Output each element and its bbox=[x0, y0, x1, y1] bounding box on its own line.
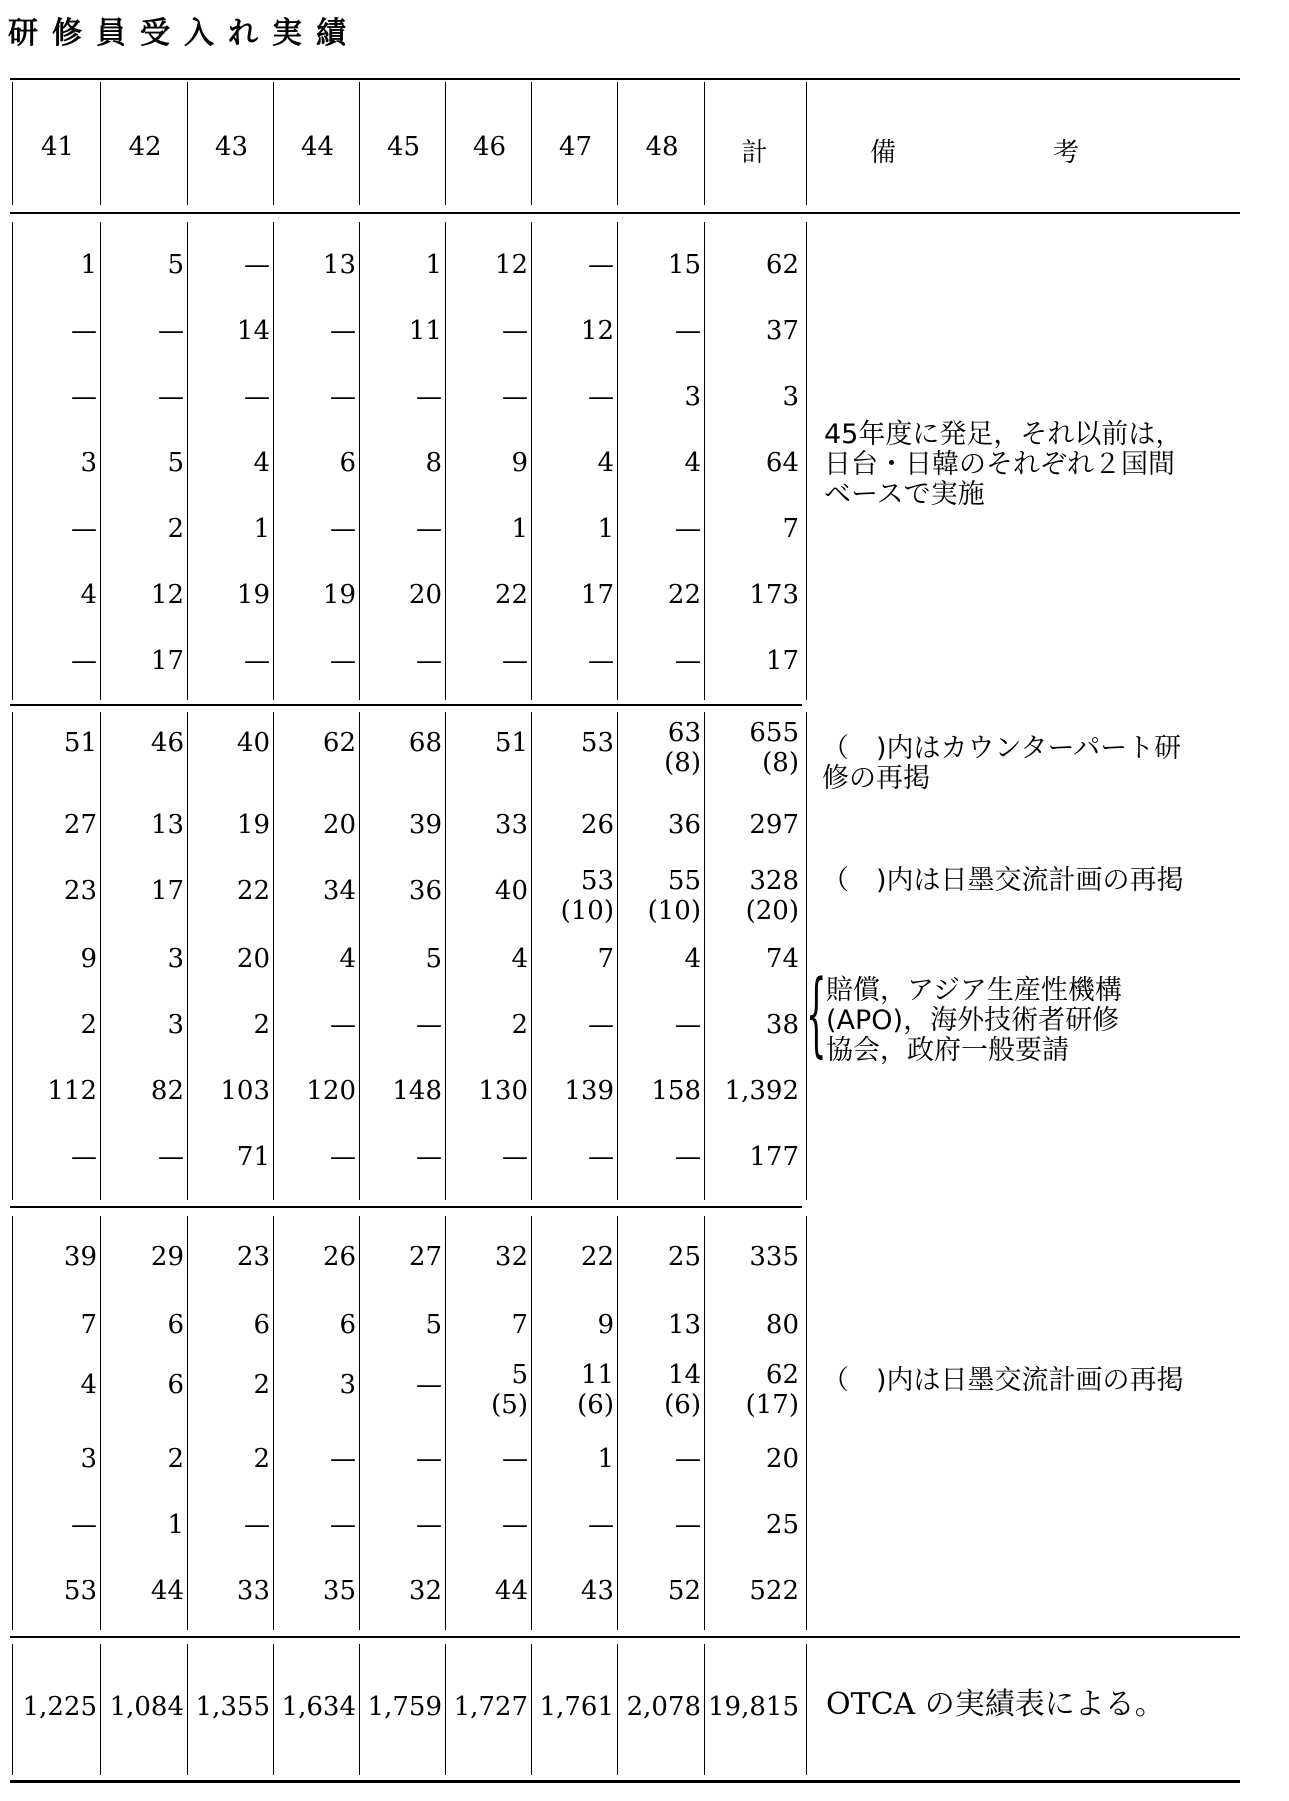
table-cell: 35 bbox=[322, 1576, 356, 1606]
table-cell: 22 bbox=[667, 580, 701, 610]
table-cell: 2 bbox=[80, 1010, 97, 1040]
table-cell: 27 bbox=[408, 1242, 442, 1272]
column-divider bbox=[806, 1216, 807, 1630]
column-divider bbox=[806, 712, 807, 1200]
table-cell: — bbox=[502, 1142, 528, 1172]
table-cell: 14 bbox=[236, 316, 270, 346]
table-cell: 22 bbox=[236, 876, 270, 906]
table-cell: 71 bbox=[236, 1142, 270, 1172]
table-cell: 2 bbox=[511, 1010, 528, 1040]
table-cell: 62 bbox=[765, 250, 799, 280]
table-cell: 52 bbox=[667, 1576, 701, 1606]
table-cell: 6 bbox=[167, 1370, 184, 1400]
table-cell: 103 bbox=[220, 1076, 270, 1106]
horizontal-rule bbox=[10, 1206, 802, 1208]
total-cell: 1,759 bbox=[367, 1692, 442, 1722]
total-cell: 1,634 bbox=[281, 1692, 356, 1722]
table-cell: — bbox=[588, 1510, 614, 1540]
table-cell: 14 (6) bbox=[664, 1360, 701, 1420]
table-cell: 328 (20) bbox=[745, 866, 799, 926]
table-cell: 3 bbox=[167, 1010, 184, 1040]
column-divider bbox=[704, 1644, 705, 1775]
table-cell: 173 bbox=[749, 580, 799, 610]
table-cell: — bbox=[416, 646, 442, 676]
table-cell: — bbox=[588, 646, 614, 676]
column-divider bbox=[704, 1216, 705, 1630]
table-cell: 297 bbox=[749, 810, 799, 840]
table-cell: 4 bbox=[597, 448, 614, 478]
table-cell: 62 bbox=[322, 728, 356, 758]
table-cell: 7 bbox=[80, 1310, 97, 1340]
horizontal-rule bbox=[10, 704, 802, 706]
table-cell: 2 bbox=[253, 1444, 270, 1474]
column-divider bbox=[806, 222, 807, 700]
table-cell: 1 bbox=[80, 250, 97, 280]
table-cell: 27 bbox=[63, 810, 97, 840]
remark-5: （ )内は日墨交流計画の再掲 bbox=[822, 1365, 1184, 1396]
table-cell: 22 bbox=[580, 1242, 614, 1272]
table-cell: 74 bbox=[765, 944, 799, 974]
column-divider bbox=[531, 712, 532, 1200]
table-cell: — bbox=[588, 382, 614, 412]
total-cell: 1,225 bbox=[22, 1692, 97, 1722]
table-cell: 62 (17) bbox=[745, 1360, 799, 1420]
table-cell: 36 bbox=[667, 810, 701, 840]
column-divider bbox=[617, 712, 618, 1200]
table-cell: — bbox=[244, 250, 270, 280]
table-cell: — bbox=[502, 316, 528, 346]
table-cell: 33 bbox=[236, 1576, 270, 1606]
table-cell: 32 bbox=[494, 1242, 528, 1272]
table-cell: 8 bbox=[425, 448, 442, 478]
column-divider bbox=[704, 222, 705, 700]
table-cell: — bbox=[502, 1444, 528, 1474]
table-cell: 19 bbox=[236, 580, 270, 610]
table-cell: — bbox=[330, 316, 356, 346]
table-cell: 139 bbox=[564, 1076, 614, 1106]
total-cell: 1,761 bbox=[539, 1692, 614, 1722]
table-cell: 11 bbox=[408, 316, 442, 346]
table-cell: 158 bbox=[651, 1076, 701, 1106]
table-cell: 32 bbox=[408, 1576, 442, 1606]
table-cell: — bbox=[244, 646, 270, 676]
remark-1: 45年度に発足，それ以前は， 日台・日韓のそれぞれ２国間 ベースで実施 bbox=[824, 419, 1183, 510]
table-cell: 655 (8) bbox=[749, 718, 799, 778]
table-cell: — bbox=[71, 646, 97, 676]
table-cell: — bbox=[158, 382, 184, 412]
column-divider bbox=[273, 712, 274, 1200]
table-cell: 40 bbox=[236, 728, 270, 758]
total-cell: 1,084 bbox=[109, 1692, 184, 1722]
table-cell: 1 bbox=[167, 1510, 184, 1540]
table-cell: 6 bbox=[253, 1310, 270, 1340]
table-cell: 40 bbox=[494, 876, 528, 906]
table-cell: 2 bbox=[167, 514, 184, 544]
column-header: 41 bbox=[40, 132, 75, 162]
column-header: 計 bbox=[741, 138, 768, 168]
table-cell: 13 bbox=[322, 250, 356, 280]
table-cell: 12 bbox=[494, 250, 528, 280]
total-cell: 1,355 bbox=[195, 1692, 270, 1722]
column-divider bbox=[704, 712, 705, 1200]
page-title: 研修員受入れ実績 bbox=[8, 16, 360, 51]
table-cell: 68 bbox=[408, 728, 442, 758]
table-cell: 12 bbox=[580, 316, 614, 346]
column-divider bbox=[445, 222, 446, 700]
table-cell: 4 bbox=[339, 944, 356, 974]
table-cell: 6 bbox=[167, 1310, 184, 1340]
table-cell: 2 bbox=[253, 1010, 270, 1040]
table-cell: — bbox=[416, 514, 442, 544]
table-cell: 5 bbox=[167, 250, 184, 280]
table-cell: 1 bbox=[597, 1444, 614, 1474]
column-divider bbox=[445, 1644, 446, 1775]
table-cell: 20 bbox=[408, 580, 442, 610]
table-cell: 9 bbox=[80, 944, 97, 974]
total-cell: 2,078 bbox=[626, 1692, 701, 1722]
table-cell: 55 (10) bbox=[647, 866, 701, 926]
table-cell: 20 bbox=[236, 944, 270, 974]
column-divider bbox=[359, 712, 360, 1200]
table-cell: — bbox=[71, 514, 97, 544]
horizontal-rule bbox=[10, 1780, 1240, 1783]
column-header: 48 bbox=[645, 132, 679, 162]
column-divider bbox=[100, 1644, 101, 1775]
table-cell: — bbox=[675, 1142, 701, 1172]
table-cell: — bbox=[71, 382, 97, 412]
table-cell: 3 bbox=[782, 382, 799, 412]
table-cell: — bbox=[416, 1370, 442, 1400]
table-cell: 20 bbox=[765, 1444, 799, 1474]
table-cell: 26 bbox=[322, 1242, 356, 1272]
column-divider bbox=[100, 1216, 101, 1630]
table-cell: 53 bbox=[63, 1576, 97, 1606]
table-cell: 13 bbox=[150, 810, 184, 840]
table-cell: — bbox=[675, 316, 701, 346]
table-cell: 17 bbox=[150, 876, 184, 906]
table-cell: 3 bbox=[80, 448, 97, 478]
table-cell: 4 bbox=[684, 448, 701, 478]
table-cell: — bbox=[588, 1010, 614, 1040]
table-cell: — bbox=[244, 382, 270, 412]
remark-2: （ )内はカウンターパート研 修の再掲 bbox=[822, 733, 1182, 794]
remark-4: 賠償，アジア生産性機構 (APO)，海外技術者研修 協会，政府一般要請 bbox=[826, 975, 1122, 1066]
remarks-header: 備 考 bbox=[870, 138, 1080, 168]
table-cell: 19 bbox=[236, 810, 270, 840]
brace-icon: { bbox=[806, 960, 827, 1067]
table-cell: 5 bbox=[167, 448, 184, 478]
table-cell: — bbox=[502, 646, 528, 676]
table-cell: 3 bbox=[167, 944, 184, 974]
table-cell: 2 bbox=[167, 1444, 184, 1474]
column-divider bbox=[531, 222, 532, 700]
table-cell: 7 bbox=[597, 944, 614, 974]
table-cell: 37 bbox=[765, 316, 799, 346]
table-cell: — bbox=[330, 382, 356, 412]
table-cell: 130 bbox=[478, 1076, 528, 1106]
table-cell: 1 bbox=[425, 250, 442, 280]
column-divider bbox=[12, 1644, 13, 1775]
column-divider bbox=[531, 1216, 532, 1630]
table-cell: 26 bbox=[580, 810, 614, 840]
table-cell: 335 bbox=[749, 1242, 799, 1272]
table-cell: — bbox=[588, 250, 614, 280]
table-cell: — bbox=[416, 382, 442, 412]
table-cell: 33 bbox=[494, 810, 528, 840]
column-divider bbox=[100, 712, 101, 1200]
table-cell: 1 bbox=[597, 514, 614, 544]
table-cell: — bbox=[330, 1142, 356, 1172]
table-cell: 51 bbox=[494, 728, 528, 758]
column-header: 47 bbox=[558, 132, 593, 162]
column-header: 46 bbox=[472, 132, 507, 162]
table-cell: 38 bbox=[765, 1010, 799, 1040]
table-cell: 4 bbox=[253, 448, 270, 478]
table-cell: 1 bbox=[253, 514, 270, 544]
remark-3: （ )内は日墨交流計画の再掲 bbox=[822, 865, 1184, 896]
table-cell: — bbox=[675, 646, 701, 676]
table-cell: 17 bbox=[580, 580, 614, 610]
table-cell: 43 bbox=[580, 1576, 614, 1606]
remark-6: OTCA の実績表による。 bbox=[826, 1687, 1165, 1722]
table-cell: 34 bbox=[322, 876, 356, 906]
column-divider bbox=[187, 222, 188, 700]
table-cell: 20 bbox=[322, 810, 356, 840]
table-cell: 3 bbox=[339, 1370, 356, 1400]
table-cell: 17 bbox=[150, 646, 184, 676]
table-cell: — bbox=[244, 1510, 270, 1540]
table-cell: — bbox=[416, 1010, 442, 1040]
table-cell: 120 bbox=[306, 1076, 356, 1106]
column-divider bbox=[12, 1216, 13, 1630]
table-cell: 4 bbox=[511, 944, 528, 974]
table-cell: 6 bbox=[339, 1310, 356, 1340]
table-cell: 80 bbox=[765, 1310, 799, 1340]
column-divider bbox=[806, 1644, 807, 1775]
column-divider bbox=[445, 1216, 446, 1630]
table-cell: 15 bbox=[667, 250, 701, 280]
column-divider bbox=[187, 1644, 188, 1775]
table-cell: 12 bbox=[150, 580, 184, 610]
table-cell: 9 bbox=[511, 448, 528, 478]
table-cell: 6 bbox=[339, 448, 356, 478]
table-cell: 25 bbox=[765, 1510, 799, 1540]
table-cell: 522 bbox=[749, 1576, 799, 1606]
table-cell: — bbox=[330, 1010, 356, 1040]
column-divider bbox=[273, 1644, 274, 1775]
table-cell: 29 bbox=[150, 1242, 184, 1272]
table-cell: 5 (5) bbox=[491, 1360, 528, 1420]
table-cell: — bbox=[588, 1142, 614, 1172]
table-cell: 46 bbox=[150, 728, 184, 758]
table-cell: — bbox=[330, 514, 356, 544]
column-divider bbox=[12, 222, 13, 700]
column-divider bbox=[187, 1216, 188, 1630]
column-divider bbox=[359, 222, 360, 700]
table-cell: — bbox=[675, 1444, 701, 1474]
column-divider bbox=[445, 712, 446, 1200]
table-cell: 1 bbox=[511, 514, 528, 544]
table-cell: — bbox=[416, 1510, 442, 1540]
column-header: 45 bbox=[386, 132, 421, 162]
table-cell: 82 bbox=[150, 1076, 184, 1106]
table-cell: — bbox=[158, 1142, 184, 1172]
table-cell: 19 bbox=[322, 580, 356, 610]
column-divider bbox=[359, 1216, 360, 1630]
table-cell: 23 bbox=[63, 876, 97, 906]
table-cell: — bbox=[416, 1142, 442, 1172]
column-header: 44 bbox=[300, 132, 335, 162]
table-cell: 64 bbox=[765, 448, 799, 478]
table-cell: 7 bbox=[511, 1310, 528, 1340]
column-divider bbox=[187, 712, 188, 1200]
total-cell: 1,727 bbox=[453, 1692, 528, 1722]
column-divider bbox=[617, 1644, 618, 1775]
table-cell: 25 bbox=[667, 1242, 701, 1272]
horizontal-rule bbox=[10, 212, 1240, 214]
table-cell: 36 bbox=[408, 876, 442, 906]
table-cell: 2 bbox=[253, 1370, 270, 1400]
table-cell: — bbox=[502, 382, 528, 412]
column-divider bbox=[531, 1644, 532, 1775]
table-cell: 22 bbox=[494, 580, 528, 610]
table-cell: — bbox=[675, 1010, 701, 1040]
column-divider bbox=[617, 222, 618, 700]
table-cell: 63 (8) bbox=[664, 718, 701, 778]
table-cell: — bbox=[158, 316, 184, 346]
table-cell: 3 bbox=[684, 382, 701, 412]
table-cell: 44 bbox=[494, 1576, 528, 1606]
table-cell: 39 bbox=[63, 1242, 97, 1272]
table-cell: 177 bbox=[749, 1142, 799, 1172]
table-cell: 53 bbox=[580, 728, 614, 758]
column-divider bbox=[273, 1216, 274, 1630]
table-cell: — bbox=[330, 646, 356, 676]
column-divider bbox=[617, 1216, 618, 1630]
table-cell: 13 bbox=[667, 1310, 701, 1340]
table-cell: 9 bbox=[597, 1310, 614, 1340]
table-cell: — bbox=[71, 1142, 97, 1172]
table-cell: 17 bbox=[765, 646, 799, 676]
table-cell: 4 bbox=[684, 944, 701, 974]
table-cell: 112 bbox=[47, 1076, 97, 1106]
table-cell: — bbox=[330, 1444, 356, 1474]
table-cell: 23 bbox=[236, 1242, 270, 1272]
column-divider bbox=[806, 82, 807, 205]
table-cell: 4 bbox=[80, 580, 97, 610]
table-cell: — bbox=[502, 1510, 528, 1540]
table-cell: 44 bbox=[150, 1576, 184, 1606]
column-divider bbox=[12, 712, 13, 1200]
table-cell: 5 bbox=[425, 944, 442, 974]
table-cell: — bbox=[71, 316, 97, 346]
table-cell: — bbox=[675, 1510, 701, 1540]
column-divider bbox=[273, 222, 274, 700]
table-cell: 1,392 bbox=[724, 1076, 799, 1106]
table-cell: 51 bbox=[63, 728, 97, 758]
table-cell: 3 bbox=[80, 1444, 97, 1474]
table-cell: 5 bbox=[425, 1310, 442, 1340]
column-divider bbox=[359, 1644, 360, 1775]
column-header: 43 bbox=[214, 132, 249, 162]
table-cell: — bbox=[330, 1510, 356, 1540]
column-header: 42 bbox=[128, 132, 162, 162]
table-cell: 39 bbox=[408, 810, 442, 840]
table-cell: 11 (6) bbox=[577, 1360, 614, 1420]
total-cell: 19,815 bbox=[708, 1692, 799, 1722]
table-cell: 4 bbox=[80, 1370, 97, 1400]
table-cell: — bbox=[675, 514, 701, 544]
column-divider bbox=[100, 222, 101, 700]
table-cell: 53 (10) bbox=[560, 866, 614, 926]
table-cell: — bbox=[416, 1444, 442, 1474]
table-cell: 148 bbox=[392, 1076, 442, 1106]
table-cell: — bbox=[71, 1510, 97, 1540]
table-cell: 7 bbox=[782, 514, 799, 544]
horizontal-rule bbox=[10, 78, 1240, 80]
horizontal-rule bbox=[10, 1636, 1240, 1638]
